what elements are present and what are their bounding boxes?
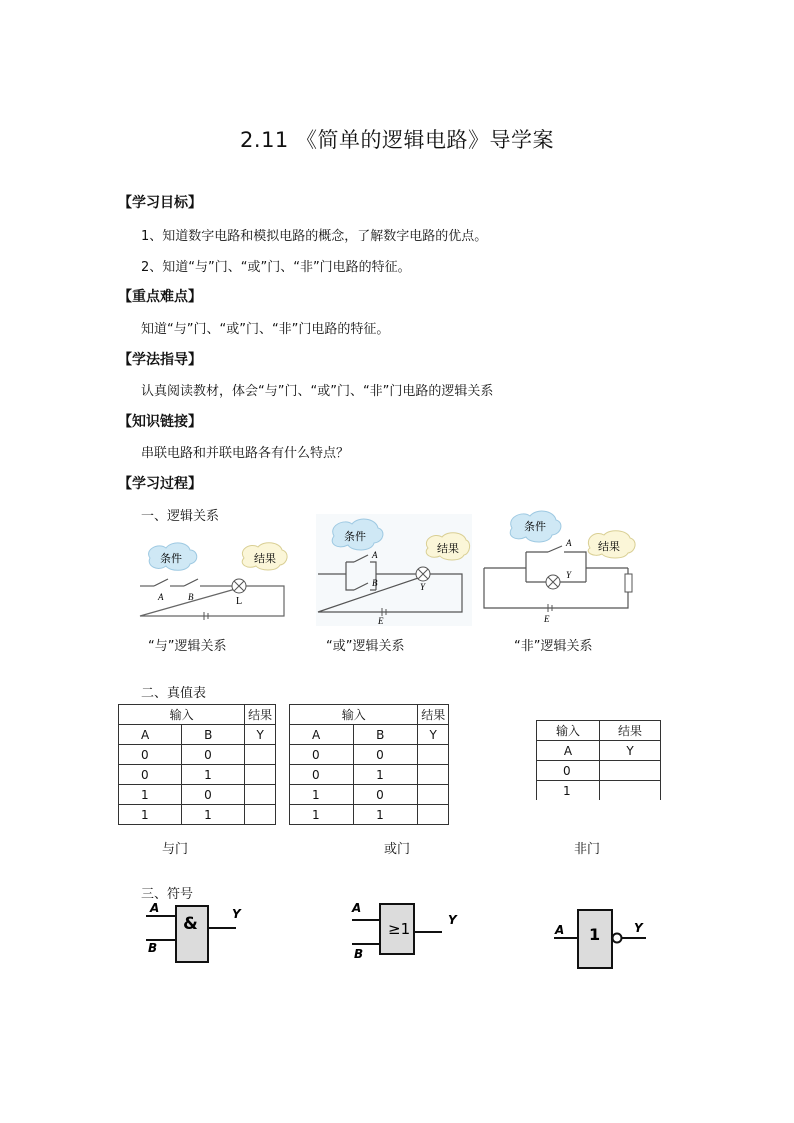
or-gate-b-label: B <box>354 947 364 961</box>
not-table-caption: 非门 <box>574 842 601 857</box>
and-a-label: A <box>158 592 164 602</box>
table-row: 1 1 <box>290 805 449 825</box>
part2-heading: 二、真值表 <box>141 686 207 701</box>
link-text: 串联电路和并联电路各有什么特点？ <box>141 446 350 461</box>
or-gate-a-label: A <box>352 901 362 915</box>
table-col-header: B <box>182 725 245 745</box>
table-col-header: A <box>119 725 182 745</box>
not-circuit-diagram <box>482 508 642 626</box>
table-col-header: Y <box>245 725 276 745</box>
or-circuit-diagram <box>316 514 472 626</box>
and-circuit-diagram <box>134 538 294 622</box>
table-col-header: Y <box>600 741 661 761</box>
goal-item-1: 1、知道数字电路和模拟电路的概念，了解数字电路的优点。 <box>141 229 488 244</box>
or-input-header: 输入 <box>290 705 418 725</box>
and-truth-table <box>118 704 276 825</box>
and-table-caption: 与门 <box>162 842 189 857</box>
not-input-header: 输入 <box>537 721 600 741</box>
or-cond-label: 条件 <box>344 530 366 543</box>
not-gate-symbol <box>548 904 658 974</box>
or-result-label: 结果 <box>437 542 459 555</box>
not-a-label: A <box>566 538 572 548</box>
goal-item-2: 2、知道“与”门、“或”门、“非”门电路的特征。 <box>141 260 411 275</box>
and-lamp-label: L <box>236 596 243 607</box>
not-gate-y-label: Y <box>634 921 643 935</box>
not-cond-label: 条件 <box>524 520 546 533</box>
and-gate-y-label: Y <box>232 907 241 921</box>
or-gate-symbol-text: ≥1 <box>388 920 411 938</box>
table-row: 0 0 <box>290 745 449 765</box>
table-row: 1 0 <box>119 785 276 805</box>
table-row: 0 1 <box>119 765 276 785</box>
and-gate-symbol <box>140 896 250 972</box>
page-title: 2.11 《简单的逻辑电路》导学案 <box>240 128 554 152</box>
inverter-bubble <box>613 934 622 943</box>
not-lamp-label: Y <box>566 570 572 580</box>
part1-heading: 一、逻辑关系 <box>141 509 220 524</box>
process-heading: 【学习过程】 <box>118 476 202 492</box>
not-gate-a-label: A <box>555 923 565 937</box>
table-col-header: Y <box>418 725 449 745</box>
table-col-header: A <box>537 741 600 761</box>
not-output-header: 结果 <box>600 721 661 741</box>
and-gate-a-label: A <box>150 901 160 915</box>
table-col-header: A <box>290 725 354 745</box>
not-battery-label: E <box>544 614 550 624</box>
and-b-label: B <box>188 592 194 602</box>
switch-b <box>184 579 198 586</box>
goals-heading: 【学习目标】 <box>118 195 202 211</box>
and-result-label: 结果 <box>254 552 276 565</box>
table-row: 0 <box>537 761 661 781</box>
and-gate-b-label: B <box>148 941 158 955</box>
not-truth-table <box>536 720 661 800</box>
not-result-label: 结果 <box>598 540 620 553</box>
table-row: 1 <box>537 781 661 801</box>
and-gate-symbol-text: & <box>183 914 198 934</box>
link-heading: 【知识链接】 <box>118 414 202 430</box>
and-cond-label: 条件 <box>160 552 182 565</box>
or-battery-label: E <box>378 616 384 626</box>
resistor-icon <box>625 574 632 592</box>
or-lamp-label: Y <box>420 582 426 592</box>
table-row: 1 0 <box>290 785 449 805</box>
table-row: 0 1 <box>290 765 449 785</box>
or-truth-table <box>289 704 449 825</box>
or-b-label: B <box>372 578 378 588</box>
or-table-caption: 或门 <box>384 842 411 857</box>
or-a-label: A <box>372 550 378 560</box>
and-output-header: 结果 <box>245 705 276 725</box>
not-relation-caption: “非”逻辑关系 <box>514 639 593 654</box>
table-row: 1 1 <box>119 805 276 825</box>
table-col-header: B <box>354 725 418 745</box>
or-output-header: 结果 <box>418 705 449 725</box>
keypoints-heading: 【重点难点】 <box>118 289 202 305</box>
and-relation-caption: “与”逻辑关系 <box>148 639 227 654</box>
keypoints-text: 知道“与”门、“或”门、“非”门电路的特征。 <box>141 322 390 337</box>
method-heading: 【学法指导】 <box>118 352 202 368</box>
and-input-header: 输入 <box>119 705 245 725</box>
method-text: 认真阅读教材，体会“与”门、“或”门、“非”门电路的逻辑关系 <box>141 384 494 399</box>
or-relation-caption: “或”逻辑关系 <box>326 639 405 654</box>
or-gate-y-label: Y <box>448 913 457 927</box>
part3-heading: 三、符号 <box>141 887 194 902</box>
switch-a <box>154 579 168 586</box>
table-row: 0 0 <box>119 745 276 765</box>
or-gate-symbol <box>346 896 462 968</box>
not-gate-symbol-text: 1 <box>589 925 601 944</box>
